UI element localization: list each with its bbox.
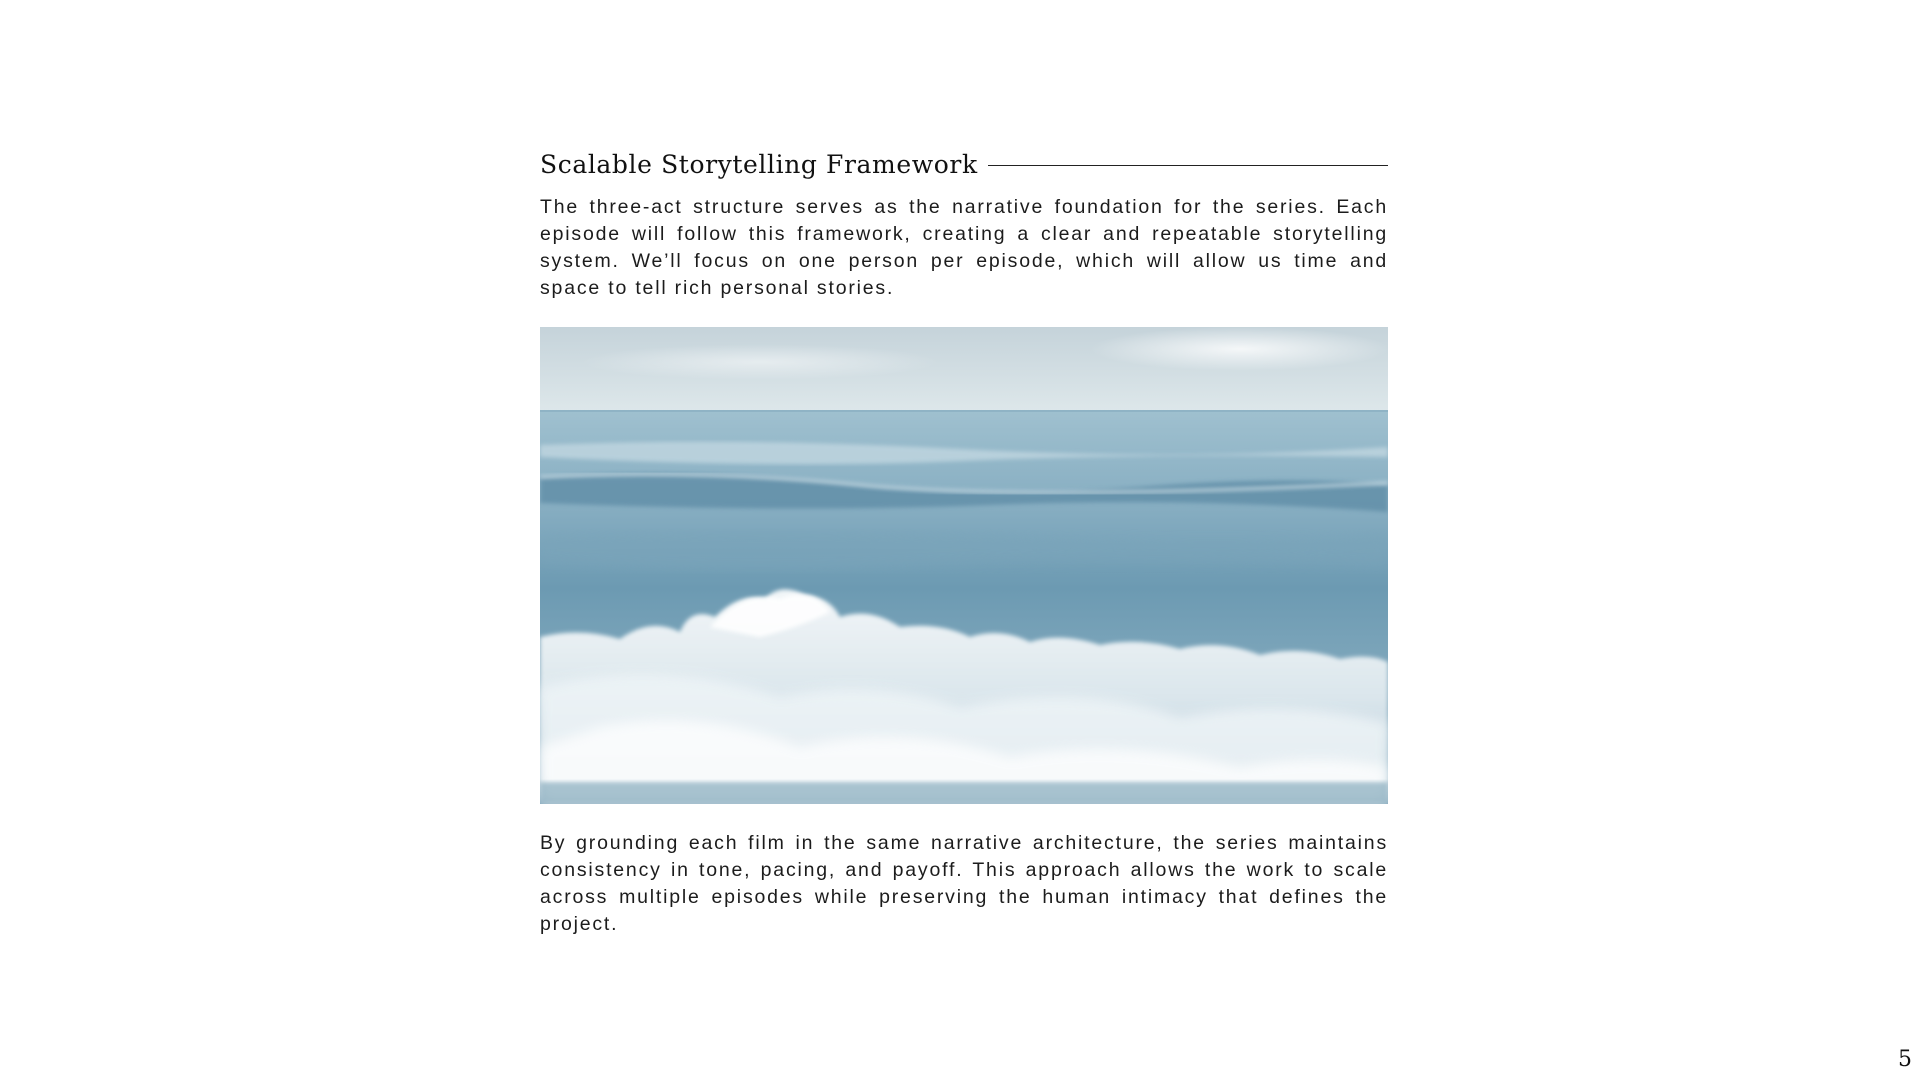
closing-paragraph: By grounding each film in the same narrative architecture, the series maintains consistency in tone, pacing, and payoff. This approach allows the work to scale across multiple episodes while preserving the human intimacy that defines the project. <box>540 832 1388 935</box>
heading-divider <box>988 165 1388 166</box>
section-heading: Scalable Storytelling Framework <box>540 149 978 179</box>
intro-paragraph: The three-act structure serves as the narrative foundation for the series. Each episode will follow this framework, creating a clear and repeatable storytelling system. We’ll focus on one person per episode, which will allow us time and space to tell rich personal stories. <box>540 196 1388 299</box>
page-content <box>540 140 1388 938</box>
section-header <box>540 140 1388 188</box>
page-number: 5 <box>1898 1047 1912 1072</box>
ocean-waves-photo <box>540 327 1388 804</box>
